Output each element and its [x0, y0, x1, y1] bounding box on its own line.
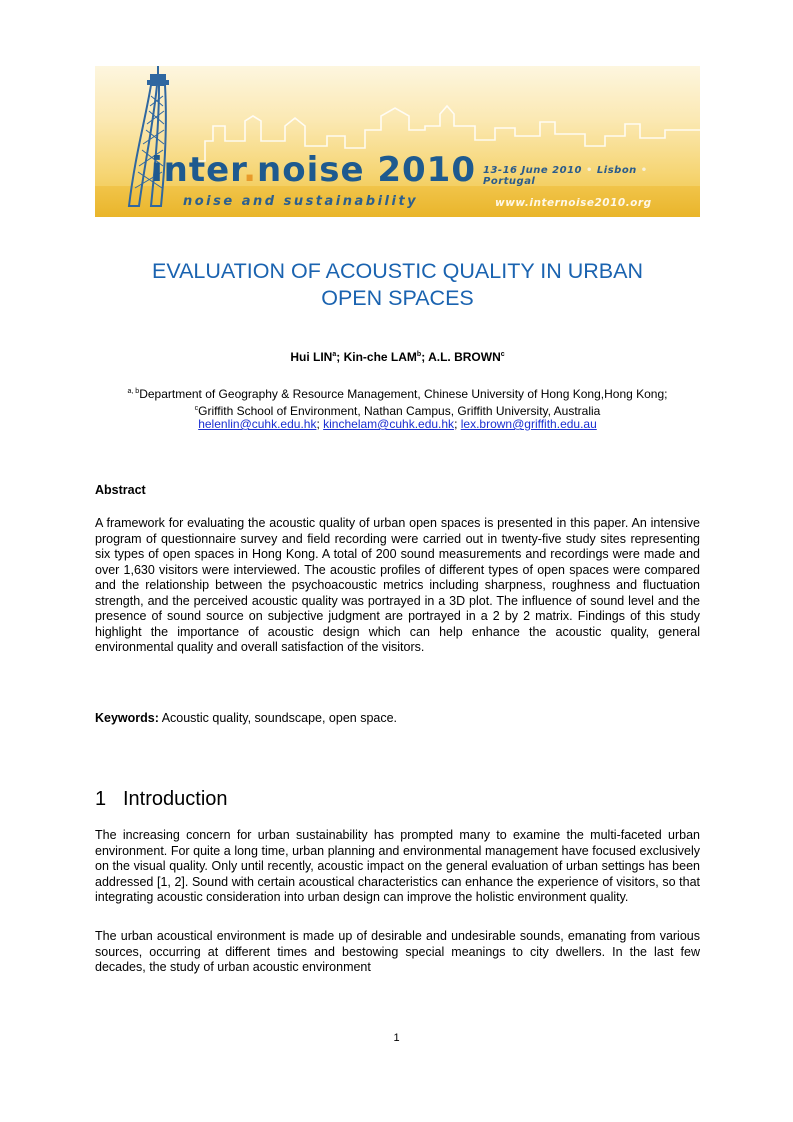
paper-title-line-1: EVALUATION OF ACOUSTIC QUALITY IN URBAN — [151, 259, 643, 283]
author-2-name: Kin-che LAM — [343, 350, 417, 364]
author-1-name: Hui LIN — [290, 350, 333, 364]
keywords-label: Keywords: — [95, 711, 159, 725]
email-link-lam[interactable]: kinchelam@cuhk.edu.hk — [323, 417, 455, 431]
logo-dot: . — [243, 150, 258, 190]
section-number: 1 — [95, 788, 107, 810]
conference-date-location — [483, 165, 700, 187]
author-list — [95, 350, 700, 364]
affiliation-1 — [95, 384, 700, 402]
email-sep-1: ; — [316, 417, 324, 431]
affiliation-1-sup: a, b — [127, 388, 140, 395]
author-emails — [95, 417, 700, 431]
affiliation-2-sup: c — [194, 405, 199, 412]
author-sep-2: ; — [421, 350, 429, 364]
email-link-lin[interactable]: helenlin@cuhk.edu.hk — [198, 417, 317, 431]
abstract-body: A framework for evaluating the acoustic quality of urban open spaces is presented in this paper. An intensive program of questionnaire survey and field recording were carried out in twenty-five study sites representing six types of open spaces in Hong Kong. A total of 200 sound measurements and recordings were made and over 1,630 visitors were interviewed. The acoustic profiles of different types of open spaces were compared and the relationship between the psychoacoustic metrics including sharpness, roughness and fluctuation strength, and the perceived acoustic quality was portrayed in a 3D plot. The influence of sound level and the presence of sound source on subjective judgment are portrayed in a 2 by 2 matrix. Findings of this study highlight the importance of acoustic design which can help enhance the acoustic quality, general environmental quality and overall satisfaction of the visitors. — [95, 516, 700, 654]
section-title: Introduction — [123, 788, 228, 810]
author-3-sup: c — [500, 351, 505, 358]
paper-title-line-2: OPEN SPACES — [321, 286, 474, 310]
conference-banner — [95, 66, 700, 217]
date-separator: • — [586, 165, 593, 176]
conference-logo — [151, 150, 476, 190]
logo-inter-text: inter — [151, 150, 244, 190]
author-3-name: A.L. BROWN — [428, 350, 501, 364]
author-1-sup: a — [332, 351, 337, 358]
author-sep-1: ; — [336, 350, 344, 364]
conference-country: Portugal — [483, 176, 536, 187]
conference-city: Lisbon — [596, 165, 637, 176]
introduction-heading — [95, 788, 228, 811]
affiliation-1-text: Department of Geography & Resource Management, Chinese University of Hong Kong,Hong Kong; — [139, 387, 668, 401]
conference-dates: 13-16 June 2010 — [483, 165, 583, 176]
page-number: 1 — [393, 1032, 400, 1044]
introduction-paragraph-2: The urban acoustical environment is made up of desirable and undesirable sounds, emanating from various sources, occurring at different times and bestowing special meanings to city dwellers. In the last few decades, the study of urban acoustic environment — [95, 929, 700, 974]
keywords-text: Acoustic quality, soundscape, open space. — [158, 711, 398, 725]
conference-tagline: noise and sustainability — [183, 194, 419, 209]
affiliation-2-text: Griffith School of Environment, Nathan Campus, Griffith University, Australia — [198, 404, 601, 418]
paper-title — [95, 258, 700, 312]
email-sep-2: ; — [454, 417, 461, 431]
conference-url: www.internoise2010.org — [495, 197, 652, 209]
email-link-brown[interactable]: lex.brown@griffith.edu.au — [460, 417, 597, 431]
keywords-line — [95, 711, 397, 725]
logo-noise-text: noise 2010 — [257, 150, 476, 190]
city-separator: • — [640, 165, 648, 176]
introduction-paragraph-1: The increasing concern for urban sustainability has prompted many to examine the multi-faceted urban environment. For quite a long time, urban planning and environmental management have focused exclusively on the visual quality. Only until recently, acoustic impact on the general evaluation of urban settings has been addressed [1, 2]. Sound with certain acoustical characteristics can enhance the experience of visitors, so that integrating acoustic consideration into urban design can improve the holistic environment quality. — [95, 828, 700, 904]
author-2-sup: b — [416, 351, 422, 358]
abstract-heading: Abstract — [95, 483, 146, 497]
